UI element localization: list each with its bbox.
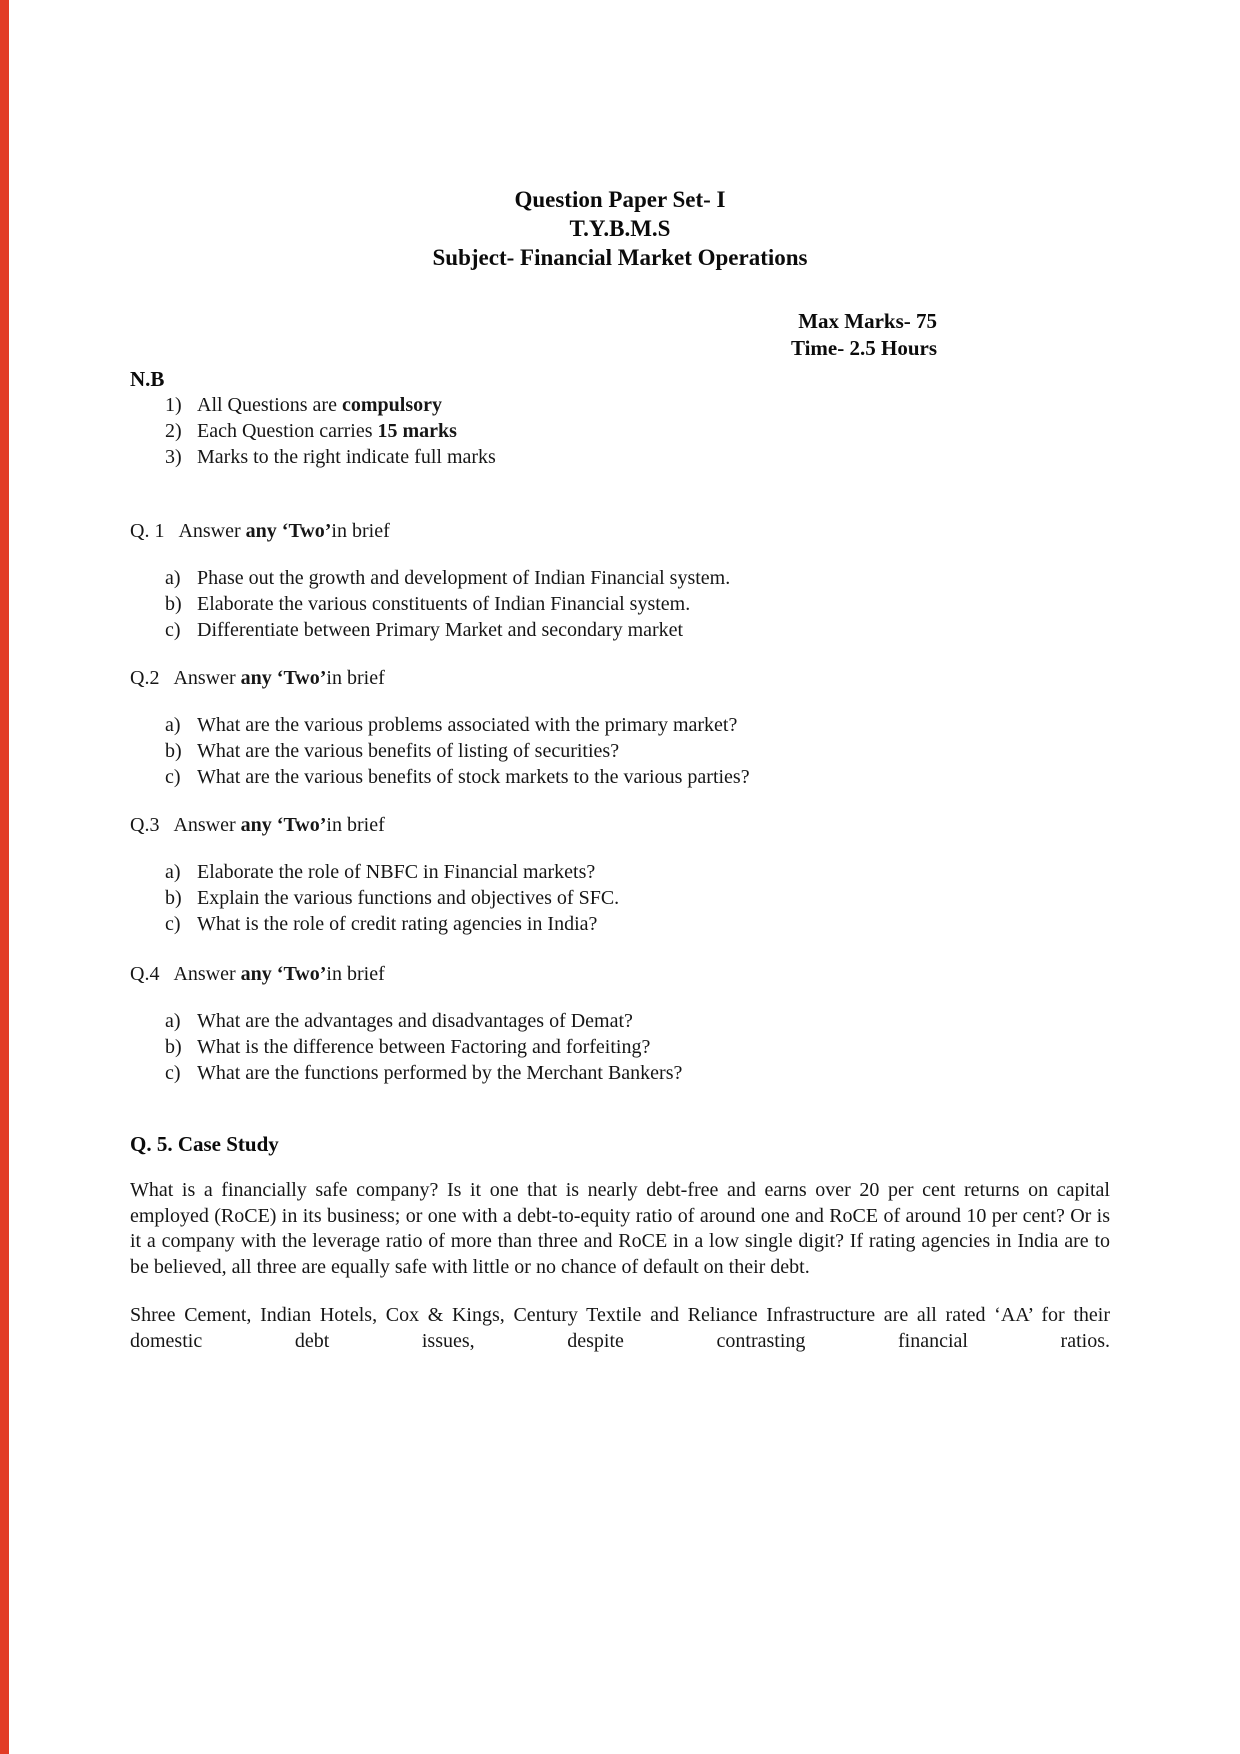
question-item-text: What are the various benefits of listing of securities? [197, 740, 620, 762]
question-item [165, 1034, 1110, 1060]
item-marker: c) [165, 913, 181, 935]
question-item-text: Differentiate between Primary Market and secondary market [197, 619, 684, 641]
question-label: Q. 1 [130, 520, 165, 542]
question-label: Q.2 [130, 667, 160, 689]
question-item-text: What are the advantages and disadvantages of Demat? [197, 1010, 633, 1032]
question-items [165, 565, 1110, 643]
question-item-text: Elaborate the role of NBFC in Financial markets? [197, 861, 596, 883]
question-block-3 [130, 812, 1110, 937]
question-item-text: What are the various problems associated with the primary market? [197, 714, 738, 736]
question-items [165, 859, 1110, 937]
nb-item [165, 444, 1110, 470]
question-item [165, 764, 1110, 790]
item-marker: b) [165, 740, 182, 762]
question-heading: Q.4 Answer any ‘Two’in brief [130, 963, 385, 985]
question-heading: Q.2 Answer any ‘Two’in brief [130, 667, 385, 689]
case-study-heading: Q. 5. Case Study [130, 1132, 279, 1156]
question-item [165, 1008, 1110, 1034]
page-title: Question Paper Set- I [514, 187, 726, 212]
nb-item [165, 392, 1110, 418]
question-label: Q.3 [130, 814, 160, 836]
question-item [165, 712, 1110, 738]
question-block-1 [130, 518, 1110, 643]
item-marker: a) [165, 861, 181, 883]
question-item-text: What are the functions performed by the Merchant Bankers? [197, 1062, 683, 1084]
question-item [165, 591, 1110, 617]
question-item [165, 859, 1110, 885]
question-item [165, 1060, 1110, 1086]
question-item-text: What is the role of credit rating agencies in India? [197, 913, 598, 935]
left-margin-stripe [0, 0, 9, 1754]
title-block [130, 185, 1110, 272]
question-item [165, 565, 1110, 591]
course-title: T.Y.B.M.S [569, 216, 671, 241]
question-item [165, 911, 1110, 937]
question-item-text: Explain the various functions and objectives of SFC. [197, 887, 620, 909]
nb-list [165, 392, 1110, 470]
question-block-4 [130, 961, 1110, 1086]
question-block-2 [130, 665, 1110, 790]
max-marks: Max Marks- 75 [798, 309, 937, 333]
item-marker: a) [165, 567, 181, 589]
item-marker: b) [165, 887, 182, 909]
item-marker: 2) [165, 420, 182, 442]
question-items [165, 712, 1110, 790]
item-marker: 3) [165, 446, 182, 468]
question-item-text: Phase out the growth and development of Indian Financial system. [197, 567, 731, 589]
item-marker: c) [165, 1062, 181, 1084]
question-item [165, 617, 1110, 643]
marks-block [130, 308, 1110, 362]
nb-item [165, 418, 1110, 444]
item-marker: a) [165, 1010, 181, 1032]
question-item-text: What is the difference between Factoring and forfeiting? [197, 1036, 651, 1058]
question-items [165, 1008, 1110, 1086]
item-marker: b) [165, 1036, 182, 1058]
item-marker: c) [165, 766, 181, 788]
question-heading: Q. 1 Answer any ‘Two’in brief [130, 520, 390, 542]
item-marker: c) [165, 619, 181, 641]
time-allowed: Time- 2.5 Hours [790, 336, 937, 360]
item-marker: a) [165, 714, 181, 736]
question-heading: Q.3 Answer any ‘Two’in brief [130, 814, 385, 836]
question-item [165, 738, 1110, 764]
item-marker: b) [165, 593, 182, 615]
case-study-paragraph-1: What is a financially safe company? Is it one that is nearly debt-free and earns over 20 per cent returns on capital employed (RoCE) in its business; or one with a debt-to-equity ratio of around one and RoCE of around 10 per cent? Or is it a company with the leverage ratio of more than three and RoCE in a low single digit? If rating agencies in India are to be believed, all three are equally safe with little or no chance of default on their debt. [130, 1179, 1110, 1278]
nb-item-text: Each Question carries 15 marks [197, 420, 457, 442]
case-study-paragraph-2: Shree Cement, Indian Hotels, Cox & Kings, Century Textile and Reliance Infrastructure are all rated ‘AA’ for their domestic debt issues, despite contrasting financial ratios. [130, 1304, 1110, 1352]
question-item [165, 885, 1110, 911]
question-item-text: Elaborate the various constituents of Indian Financial system. [197, 593, 691, 615]
subject-title: Subject- Financial Market Operations [432, 245, 808, 270]
nb-item-text: Marks to the right indicate full marks [197, 446, 496, 468]
question-item-text: What are the various benefits of stock markets to the various parties? [197, 766, 750, 788]
item-marker: 1) [165, 394, 182, 416]
question-label: Q.4 [130, 963, 160, 985]
nb-label: N.B [130, 367, 165, 391]
nb-item-text: All Questions are compulsory [197, 394, 442, 416]
